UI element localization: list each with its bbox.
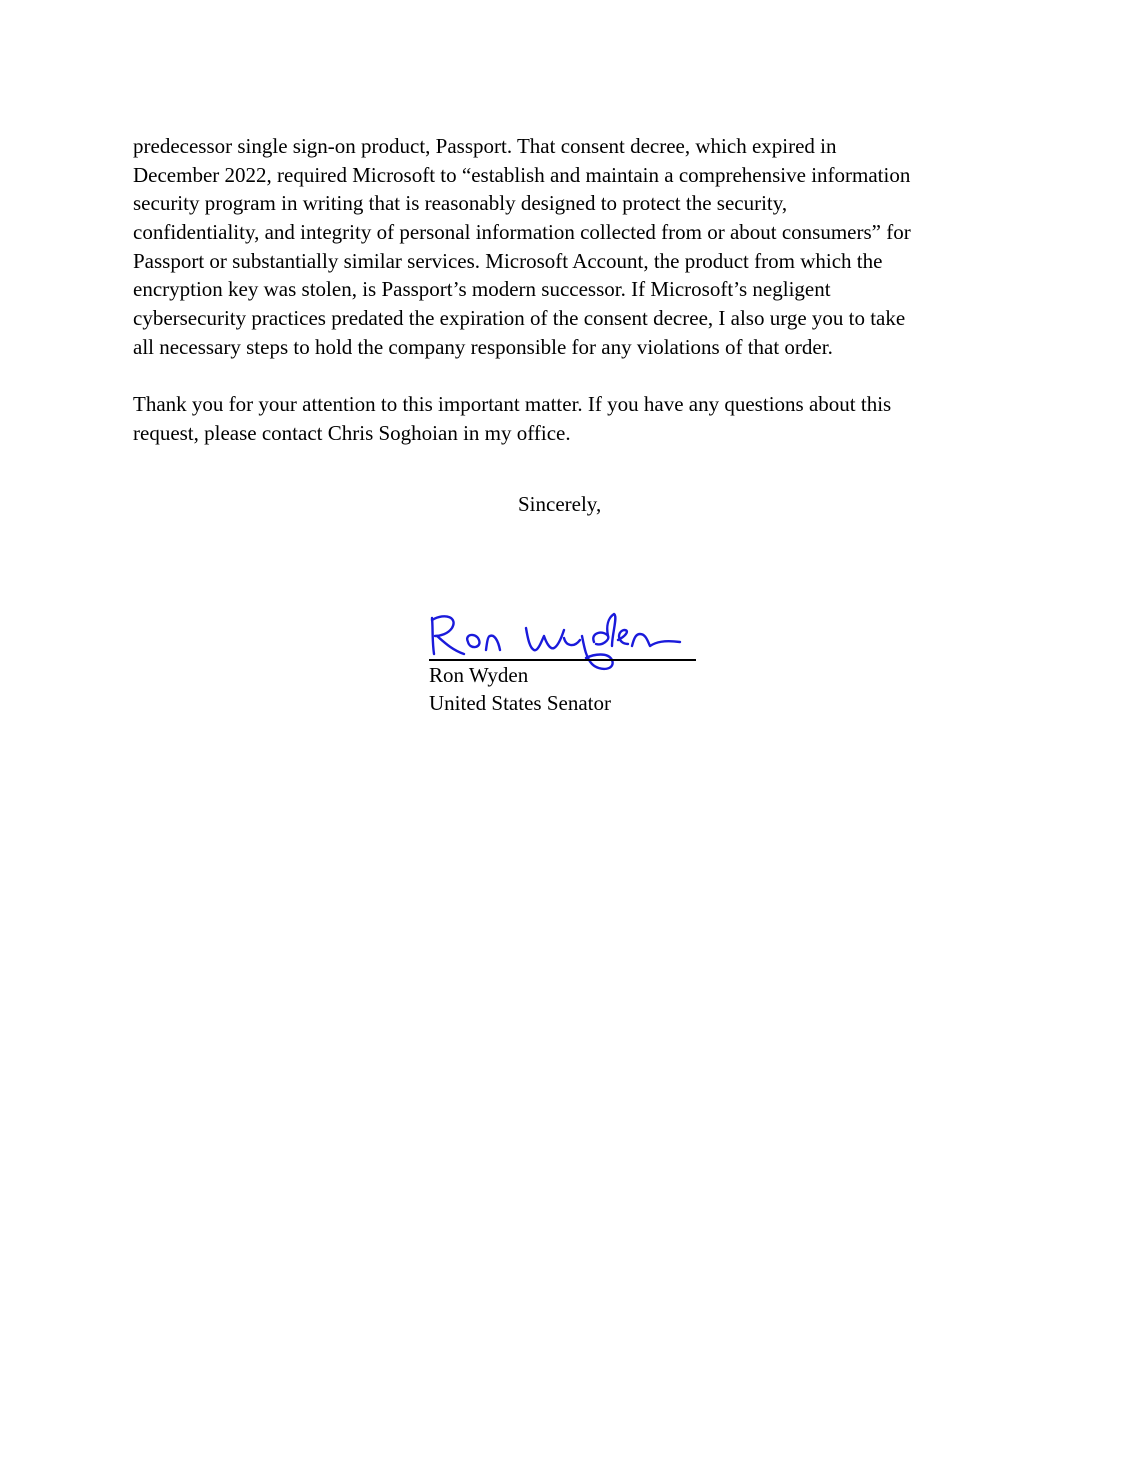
- paragraph-line: encryption key was stolen, is Passport’s modern successor. If Microsoft’s negligent: [133, 277, 831, 301]
- signer-name: Ron Wyden: [429, 663, 529, 687]
- paragraph-line: request, please contact Chris Soghoian in my office.: [133, 421, 571, 445]
- paragraph-line: Thank you for your attention to this important matter. If you have any questions about this: [133, 392, 892, 416]
- paragraph-line: Passport or substantially similar services. Microsoft Account, the product from which the: [133, 249, 883, 273]
- signer-title: United States Senator: [429, 691, 611, 715]
- paragraph-line: all necessary steps to hold the company responsible for any violations of that order.: [133, 335, 833, 359]
- paragraph-line: confidentiality, and integrity of personal information collected from or about consumers” for: [133, 220, 911, 244]
- paragraph-line: cybersecurity practices predated the expiration of the consent decree, I also urge you to take: [133, 306, 906, 330]
- paragraph-line: predecessor single sign-on product, Passport. That consent decree, which expired in: [133, 134, 837, 158]
- paragraph-line: December 2022, required Microsoft to “establish and maintain a comprehensive information: [133, 163, 911, 187]
- paragraph-line: security program in writing that is reasonably designed to protect the security,: [133, 191, 788, 215]
- closing-salutation: Sincerely,: [518, 492, 602, 516]
